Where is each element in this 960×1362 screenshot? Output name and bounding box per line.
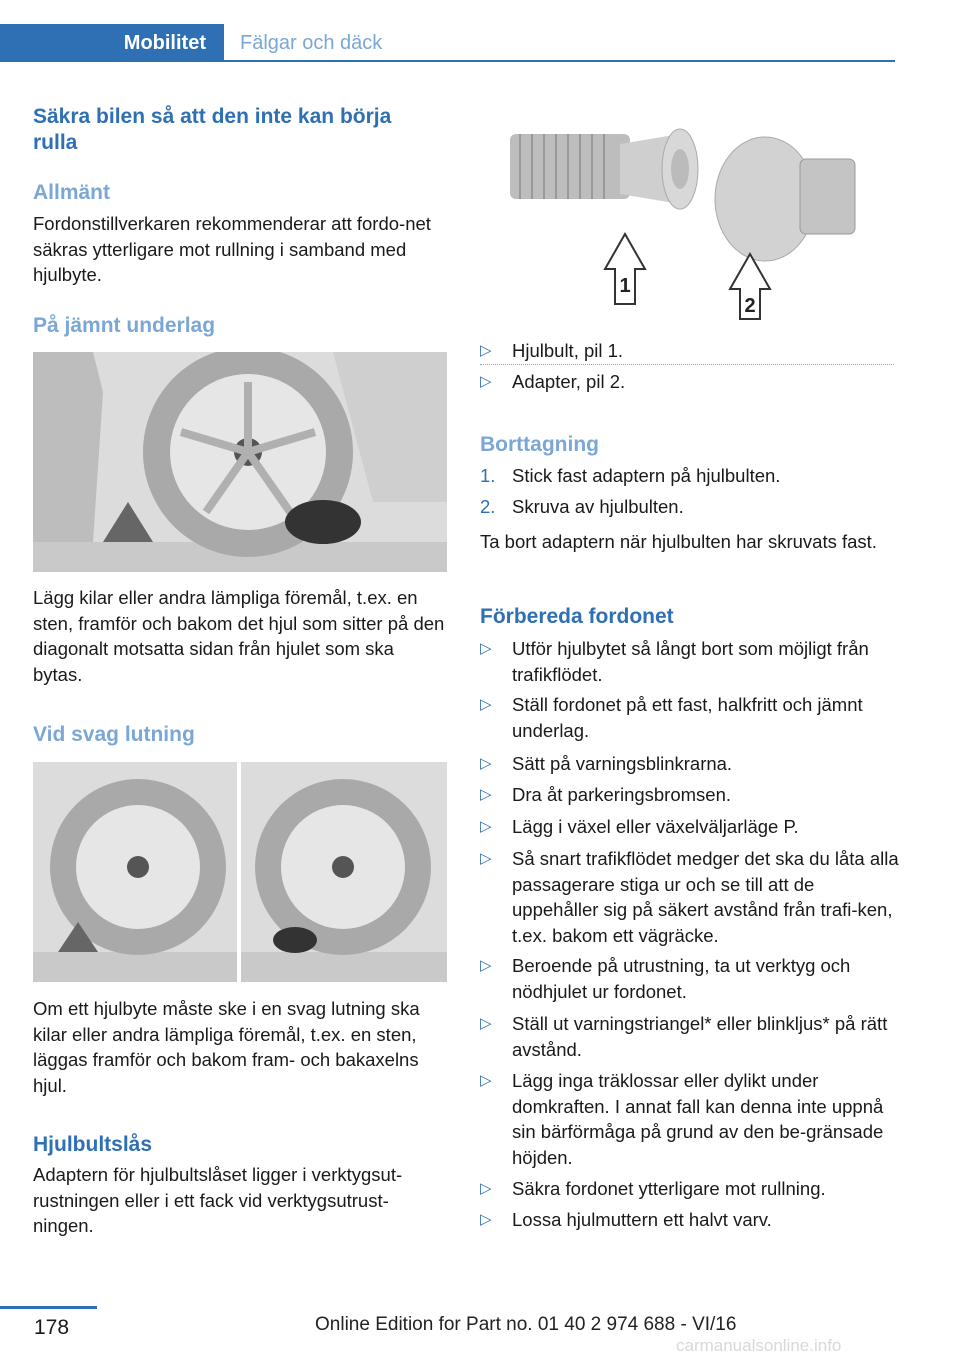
general-heading: Allmänt: [33, 181, 111, 204]
bolt-adapter-illustration: [480, 104, 894, 324]
bullet-icon: ▷: [480, 755, 492, 772]
step-number: 2.: [480, 496, 496, 517]
slope-illustration: [33, 762, 447, 982]
bullet-icon: ▷: [480, 696, 492, 713]
prep-item: Säkra fordonet ytterligare mot rullning.: [512, 1178, 826, 1199]
callout-2: 2: [744, 295, 756, 317]
bullet-icon: ▷: [480, 1072, 492, 1089]
removal-heading: Borttagning: [480, 433, 599, 456]
bullet-icon: ▷: [480, 1015, 492, 1032]
flat-heading: På jämnt underlag: [33, 314, 216, 337]
bullet-icon: ▷: [480, 786, 492, 803]
lock-text: Adaptern för hjulbultslåset ligger i verktygsut-rustningen eller i ett fack vid verktygsutrust-ningen.: [33, 1164, 403, 1236]
prep-item: Sätt på varningsblinkrarna.: [512, 753, 733, 774]
prep-item: Dra åt parkeringsbromsen.: [512, 784, 732, 805]
watermark: carmanualsonline.info: [676, 1336, 842, 1355]
bullet-icon: ▷: [480, 1180, 492, 1197]
removal-note: Ta bort adaptern när hjulbulten har skruvats fast.: [480, 531, 877, 552]
prep-item: Ställ fordonet på ett fast, halkfritt och jämnt underlag.: [512, 694, 863, 741]
footer-divider: [0, 1306, 97, 1309]
prep-item: Ställ ut varningstriangel* eller blinkljus* på rätt avstånd.: [512, 1013, 888, 1060]
flat-ground-illustration: [33, 352, 447, 572]
divider: [480, 364, 894, 366]
header-divider: [0, 60, 895, 62]
part-item: Adapter, pil 2.: [512, 371, 626, 392]
header-bar: [0, 0, 895, 62]
page-title: Säkra bilen så att den inte kan börja rulla: [33, 105, 392, 154]
prep-item: Beroende på utrustning, ta ut verktyg och nödhjulet ur fordonet.: [512, 955, 851, 1002]
prep-item: Lossa hjulmuttern ett halvt varv.: [512, 1209, 772, 1230]
bullet-icon: ▷: [480, 957, 492, 974]
general-text: Fordonstillverkaren rekommenderar att fordo-net säkras ytterligare mot rullning i samband med hjulbyte.: [33, 213, 431, 285]
bullet-icon: ▷: [480, 640, 492, 657]
prep-item: Lägg i växel eller växelväljarläge P.: [512, 816, 799, 837]
prep-heading: Förbereda fordonet: [480, 605, 674, 628]
bullet-icon: ▷: [480, 342, 492, 359]
step-number: 1.: [480, 465, 496, 486]
slope-heading: Vid svag lutning: [33, 723, 195, 746]
bullet-icon: ▷: [480, 850, 492, 867]
prep-item: Så snart trafikflödet medger det ska du låta alla passagerare stiga ur och se till att de uppehåller sig på säkert avstånd från trafi-ken, t.ex. bakom ett vägräcke.: [512, 848, 899, 946]
section-tab[interactable]: Mobilitet: [0, 24, 224, 62]
prep-item: Lägg inga träklossar eller dylikt under domkraften. I annat fall kan denna inte uppnå sin bärförmåga på grund av den be-gränsade höjden.: [512, 1070, 884, 1168]
part-item: Hjulbult, pil 1.: [512, 340, 624, 361]
bullet-icon: ▷: [480, 1211, 492, 1228]
callout-1: 1: [619, 275, 631, 297]
subsection-tab[interactable]: Fälgar och däck: [240, 32, 383, 54]
flat-text: Lägg kilar eller andra lämpliga föremål, t.ex. en sten, framför och bakom det hjul som sitter på den diagonalt motsatta sidan från hjulet som ska bytas.: [33, 587, 445, 685]
edition-text: Online Edition for Part no. 01 40 2 974 688 - VI/16: [315, 1314, 737, 1335]
bullet-icon: ▷: [480, 373, 492, 390]
prep-item: Utför hjulbytet så långt bort som möjligt från trafikflödet.: [512, 638, 869, 685]
lock-heading: Hjulbultslås: [33, 1133, 153, 1156]
bullet-icon: ▷: [480, 818, 492, 835]
page-number: 178: [34, 1316, 70, 1339]
step-text: Stick fast adaptern på hjulbulten.: [512, 465, 781, 486]
slope-text: Om ett hjulbyte måste ske i en svag lutning ska kilar eller andra lämpliga föremål, t.ex. en sten, läggas framför och bakom fram- och bakaxelns hjul.: [33, 998, 420, 1096]
step-text: Skruva av hjulbulten.: [512, 496, 684, 517]
